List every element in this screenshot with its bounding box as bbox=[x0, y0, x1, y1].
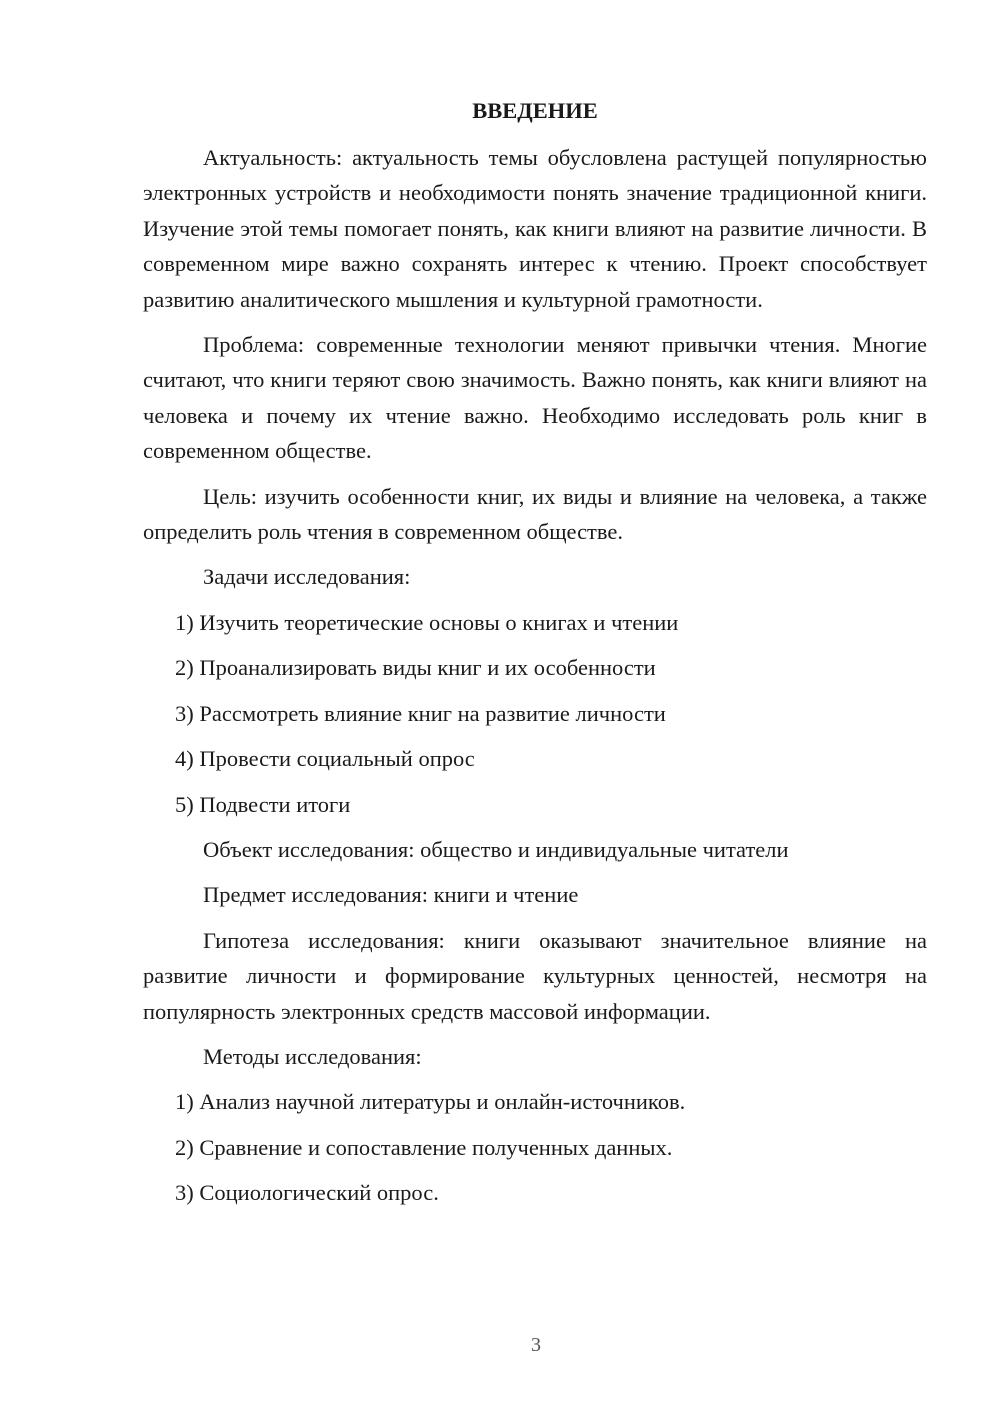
method-item: 3) Социологический опрос. bbox=[175, 1180, 439, 1206]
research-object: Объект исследования: общество и индивидуальные читатели bbox=[203, 836, 789, 862]
task-item: 2) Проанализировать виды книг и их особенности bbox=[175, 655, 656, 681]
goal-paragraph: Цель: изучить особенности книг, их виды и влияние на человека, а также определить роль чтения в современном обществе. bbox=[143, 483, 927, 545]
task-item: 1) Изучить теоретические основы о книгах и чтении bbox=[175, 609, 679, 635]
page-content bbox=[143, 93, 927, 1221]
relevance-paragraph: Актуальность: актуальность темы обусловлена растущей популярностью электронных устройств и необходимости понять значение традиционной книги. Изучение этой темы помогает понять, как книги влияют на развитие личности. В современном мире важно сохранять интерес к чтению. Проект способствует развитию аналитического мышления и культурной грамотности. bbox=[143, 145, 927, 312]
task-item: 4) Провести социальный опрос bbox=[175, 746, 475, 772]
task-item: 5) Подвести итоги bbox=[175, 791, 351, 817]
method-item: 1) Анализ научной литературы и онлайн-источников. bbox=[175, 1089, 686, 1115]
methods-title: Методы исследования: bbox=[203, 1043, 422, 1069]
task-item: 3) Рассмотреть влияние книг на развитие личности bbox=[175, 700, 666, 726]
research-subject: Предмет исследования: книги и чтение bbox=[203, 882, 579, 908]
tasks-title: Задачи исследования: bbox=[203, 564, 411, 590]
section-heading: ВВЕДЕНИЕ bbox=[472, 98, 598, 123]
hypothesis-paragraph: Гипотеза исследования: книги оказывают значительное влияние на развитие личности и формирование культурных ценностей, несмотря на популярность электронных средств массовой информации. bbox=[143, 927, 927, 1024]
problem-paragraph: Проблема: современные технологии меняют привычки чтения. Многие считают, что книги теряют свою значимость. Важно понять, как книги влияют на человека и почему их чтение важно. Необходимо исследовать роль книг в современном обществе. bbox=[143, 332, 927, 464]
method-item: 2) Сравнение и сопоставление полученных данных. bbox=[175, 1134, 673, 1160]
page-number: 3 bbox=[531, 1334, 541, 1356]
